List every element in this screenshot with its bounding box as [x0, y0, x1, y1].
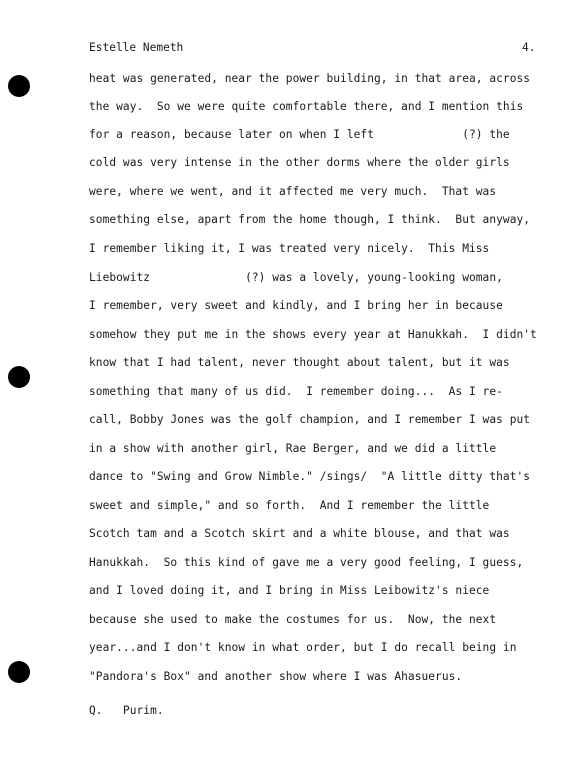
- body-line: somehow they put me in the shows every year at Hanukkah. I didn't: [89, 328, 537, 341]
- body-line: heat was generated, near the power building, in that area, across: [89, 72, 531, 85]
- page-number: 4.: [522, 41, 536, 54]
- body-line: know that I had talent, never thought about talent, but it was: [89, 356, 510, 369]
- body-line: Scotch tam and a Scotch skirt and a white blouse, and that was: [89, 527, 510, 540]
- body-line: for a reason, because later on when I left (?) the: [89, 128, 510, 141]
- body-line: I remember liking it, I was treated very nicely. This Miss: [89, 242, 490, 255]
- body-line: in a show with another girl, Rae Berger, and we did a little: [89, 442, 497, 455]
- header-name: Estelle Nemeth: [89, 41, 184, 54]
- binder-hole-middle: [8, 366, 30, 388]
- binder-hole-top: [8, 75, 30, 97]
- body-line: the way. So we were quite comfortable there, and I mention this: [89, 100, 524, 113]
- body-line: because she used to make the costumes for us. Now, the next: [89, 613, 497, 626]
- body-line: Liebowitz (?) was a lovely, young-looking woman,: [89, 271, 503, 284]
- body-line: call, Bobby Jones was the golf champion, and I remember I was put: [89, 413, 531, 426]
- body-line: were, where we went, and it affected me very much. That was: [89, 185, 497, 198]
- body-line: Hanukkah. So this kind of gave me a very good feeling, I guess,: [89, 556, 524, 569]
- body-line: something else, apart from the home though, I think. But anyway,: [89, 213, 531, 226]
- body-line: and I loved doing it, and I bring in Miss Leibowitz's niece: [89, 584, 490, 597]
- body-line: cold was very intense in the other dorms where the older girls: [89, 156, 510, 169]
- body-line: something that many of us did. I remember doing... As I re-: [89, 385, 503, 398]
- body-line: "Pandora's Box" and another show where I was Ahasuerus.: [89, 670, 463, 683]
- body-line: dance to "Swing and Grow Nimble." /sings/ "A little ditty that's: [89, 470, 531, 483]
- body-line: sweet and simple," and so forth. And I remember the little: [89, 499, 490, 512]
- question-line: Q. Purim.: [89, 704, 164, 717]
- body-line: I remember, very sweet and kindly, and I bring her in because: [89, 299, 503, 312]
- body-line: year...and I don't know in what order, but I do recall being in: [89, 641, 517, 654]
- binder-hole-bottom: [8, 661, 30, 683]
